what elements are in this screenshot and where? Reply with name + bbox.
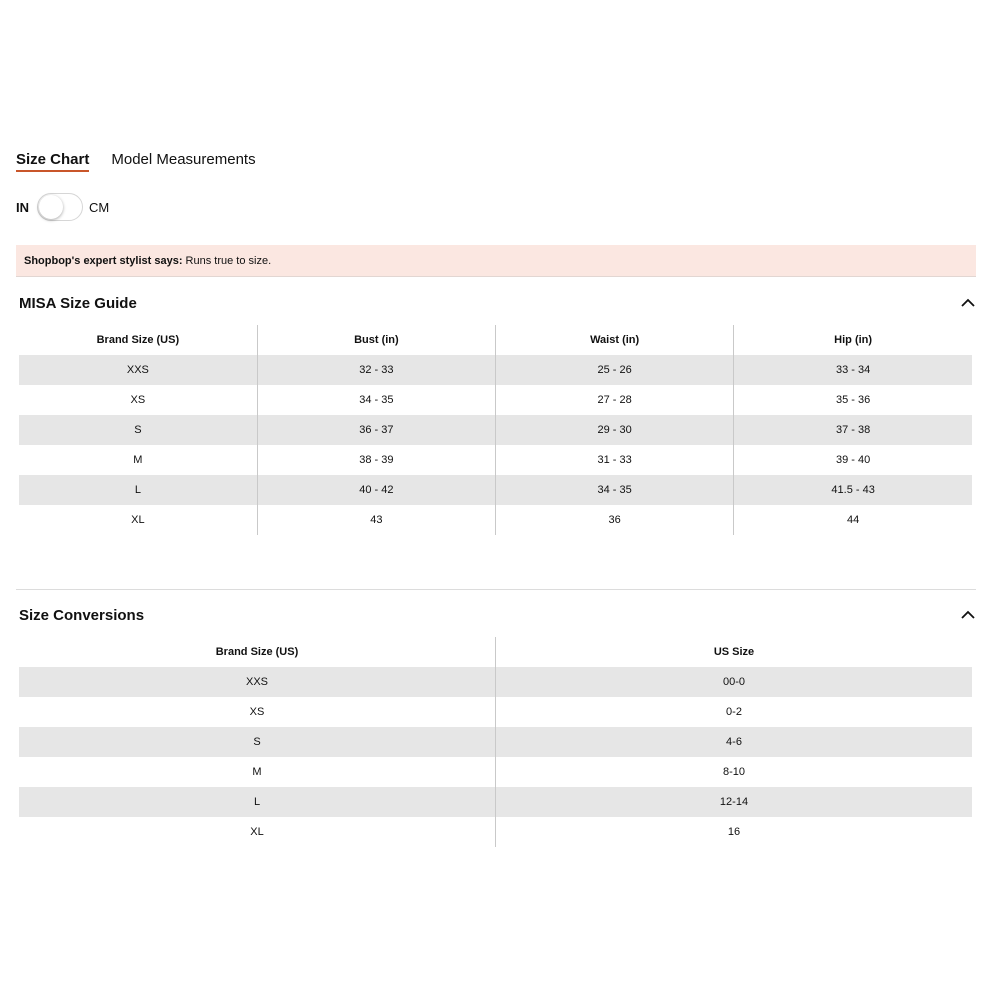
table-cell: S	[19, 415, 257, 445]
table-cell: 27 - 28	[496, 385, 734, 415]
table-cell: 36	[496, 505, 734, 535]
table-cell: 4-6	[496, 727, 973, 757]
table-header: Brand Size (US)	[215, 646, 299, 658]
size-conversions-table	[19, 637, 972, 847]
table-row	[19, 505, 972, 535]
table-cell: 31 - 33	[496, 445, 734, 475]
stylist-note-text: Runs true to size.	[182, 255, 272, 267]
table-cell: 40 - 42	[257, 475, 495, 505]
table-cell: L	[19, 787, 496, 817]
table-row	[19, 757, 972, 787]
table-cell: XS	[130, 394, 146, 406]
table-cell: 12-14	[496, 787, 973, 817]
table-cell: 32 - 33	[257, 355, 495, 385]
table-cell: 34 - 35	[257, 385, 495, 415]
table-header-row	[19, 637, 972, 667]
table-row	[19, 355, 972, 385]
table-header: US Size	[496, 637, 973, 667]
table-row	[19, 697, 972, 727]
table-cell: XL	[131, 514, 145, 526]
table-cell: 41.5 - 43	[734, 475, 972, 505]
table-header-row	[19, 325, 972, 355]
table-cell: 39 - 40	[734, 445, 972, 475]
table-cell: M	[252, 766, 262, 778]
table-row	[19, 475, 972, 505]
table-cell: 35 - 36	[734, 385, 972, 415]
chevron-up-icon[interactable]	[960, 295, 976, 311]
table-cell: 36 - 37	[257, 415, 495, 445]
unit-cm-label: CM	[89, 199, 110, 215]
tab-model-measurements[interactable]: Model Measurements	[111, 151, 256, 168]
table-cell: XS	[249, 706, 265, 718]
stylist-note-prefix: Shopbop's expert stylist says:	[24, 255, 183, 267]
section-divider	[16, 589, 976, 590]
table-cell: 8-10	[496, 757, 973, 787]
table-cell: 00-0	[496, 667, 973, 697]
table-cell: L	[19, 475, 257, 505]
table-cell: XXS	[19, 667, 496, 697]
table-cell: 29 - 30	[496, 415, 734, 445]
unit-toggle[interactable]	[37, 193, 83, 221]
size-tabs	[16, 150, 256, 174]
table-cell: XXS	[19, 355, 257, 385]
table-row	[19, 667, 972, 697]
table-row	[19, 727, 972, 757]
size-guide-title: MISA Size Guide	[19, 294, 137, 312]
table-header: Hip (in)	[734, 325, 972, 355]
table-cell: 37 - 38	[734, 415, 972, 445]
size-conversions-title: Size Conversions	[19, 606, 145, 624]
unit-in-label: IN	[16, 199, 29, 215]
table-row	[19, 787, 972, 817]
table-cell: 0-2	[496, 697, 973, 727]
table-cell: 43	[257, 505, 495, 535]
size-guide-header[interactable]	[19, 292, 976, 314]
table-cell: 25 - 26	[496, 355, 734, 385]
table-cell: 44	[734, 505, 972, 535]
size-conversions-header[interactable]	[19, 604, 976, 626]
table-cell: S	[19, 727, 496, 757]
toggle-knob	[39, 195, 63, 219]
tab-size-chart[interactable]: Size Chart	[16, 150, 89, 174]
table-row	[19, 445, 972, 475]
table-cell: 16	[496, 817, 973, 847]
table-header: Brand Size (US)	[96, 334, 180, 346]
table-cell: 34 - 35	[496, 475, 734, 505]
table-header: Waist (in)	[496, 325, 734, 355]
unit-toggle-row	[16, 193, 109, 221]
chevron-up-icon[interactable]	[960, 607, 976, 623]
table-cell: XL	[250, 826, 264, 838]
table-row	[19, 415, 972, 445]
table-cell: M	[133, 454, 143, 466]
table-header: Bust (in)	[257, 325, 495, 355]
table-row	[19, 817, 972, 847]
table-row	[19, 385, 972, 415]
stylist-note	[16, 245, 976, 277]
size-guide-table	[19, 325, 972, 535]
table-cell: 38 - 39	[257, 445, 495, 475]
table-cell: 33 - 34	[734, 355, 972, 385]
